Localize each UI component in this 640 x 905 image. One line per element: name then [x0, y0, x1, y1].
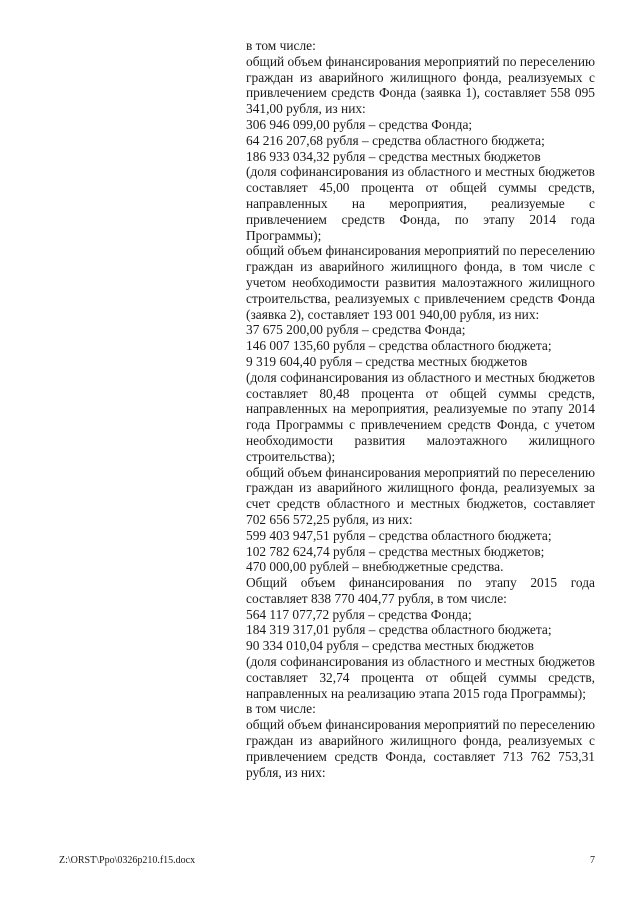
paragraph: 146 007 135,60 рубля – средства областного бюджета;: [246, 338, 552, 354]
paragraph: общий объем финансирования мероприятий по переселению граждан из аварийного жилищного фонда, реализуемых с привлечением средств Фонда (заявка 1), составляет 558 095 341,00 рубля, из них:: [246, 53, 595, 117]
paragraph: 90 334 010,04 рубля – средства местных бюджетов: [246, 638, 534, 654]
paragraph: 470 000,00 рублей – внебюджетные средства.: [246, 559, 504, 575]
paragraph: в том числе:: [246, 701, 316, 717]
paragraph: Общий объем финансирования по этапу 2015 года составляет 838 770 404,77 рубля, в том числе:: [246, 575, 595, 606]
paragraph: 186 933 034,32 рубля – средства местных бюджетов: [246, 148, 541, 164]
paragraph: 9 319 604,40 рубля – средства местных бюджетов: [246, 353, 528, 369]
paragraph: (доля софинансирования из областного и местных бюджетов составляет 32,74 процента от общей суммы средств, направленных на реализацию этапа 2015 года Программы);: [246, 654, 595, 701]
footer-page-number: 7: [590, 855, 595, 866]
paragraph: 102 782 624,74 рубля – средства местных бюджетов;: [246, 543, 545, 559]
paragraph: общий объем финансирования мероприятий по переселению граждан из аварийного жилищного фонда, реализуемых за счет средств областного и местных бюджетов, составляет 702 656 572,25 рубля, из них:: [246, 464, 595, 527]
document-body: [246, 38, 595, 780]
paragraph: в том числе:: [246, 38, 316, 53]
paragraph: общий объем финансирования мероприятий по переселению граждан из аварийного жилищного фонда, реализуемых с привлечением средств Фонда, составляет 713 762 753,31 рубля, из них:: [246, 717, 595, 780]
footer-file-path: Z:\ORST\Ppo\0326p210.f15.docx: [59, 855, 196, 866]
paragraph: (доля софинансирования из областного и местных бюджетов составляет 80,48 процента от общей суммы средств, направленных на мероприятия, реализуемые по этапу 2014 года Программы с привлечением средств Фонда, с учетом необходимости развития малоэтажного жилищного строительства);: [246, 369, 595, 464]
paragraph: 184 319 317,01 рубля – средства областного бюджета;: [246, 622, 552, 638]
paragraph: 564 117 077,72 рубля – средства Фонда;: [246, 606, 472, 622]
paragraph: 599 403 947,51 рубля – средства областного бюджета;: [246, 527, 552, 543]
paragraph: (доля софинансирования из областного и местных бюджетов составляет 45,00 процента от общей суммы средств, направленных на мероприятия, реализуемые с привлечением средств Фонда, по этапу 2014 года Программы);: [246, 164, 595, 243]
paragraph: общий объем финансирования мероприятий по переселению граждан из аварийного жилищного фонда, в том числе с учетом необходимости развития малоэтажного жилищного строительства, реализуемых с привлечением средств Фонда (заявка 2), составляет 193 001 940,00 рубля, из них:: [246, 243, 595, 322]
paragraph: 64 216 207,68 рубля – средства областного бюджета;: [246, 132, 545, 148]
paragraph: 306 946 099,00 рубля – средства Фонда;: [246, 116, 473, 132]
paragraph: 37 675 200,00 рубля – средства Фонда;: [246, 322, 466, 338]
